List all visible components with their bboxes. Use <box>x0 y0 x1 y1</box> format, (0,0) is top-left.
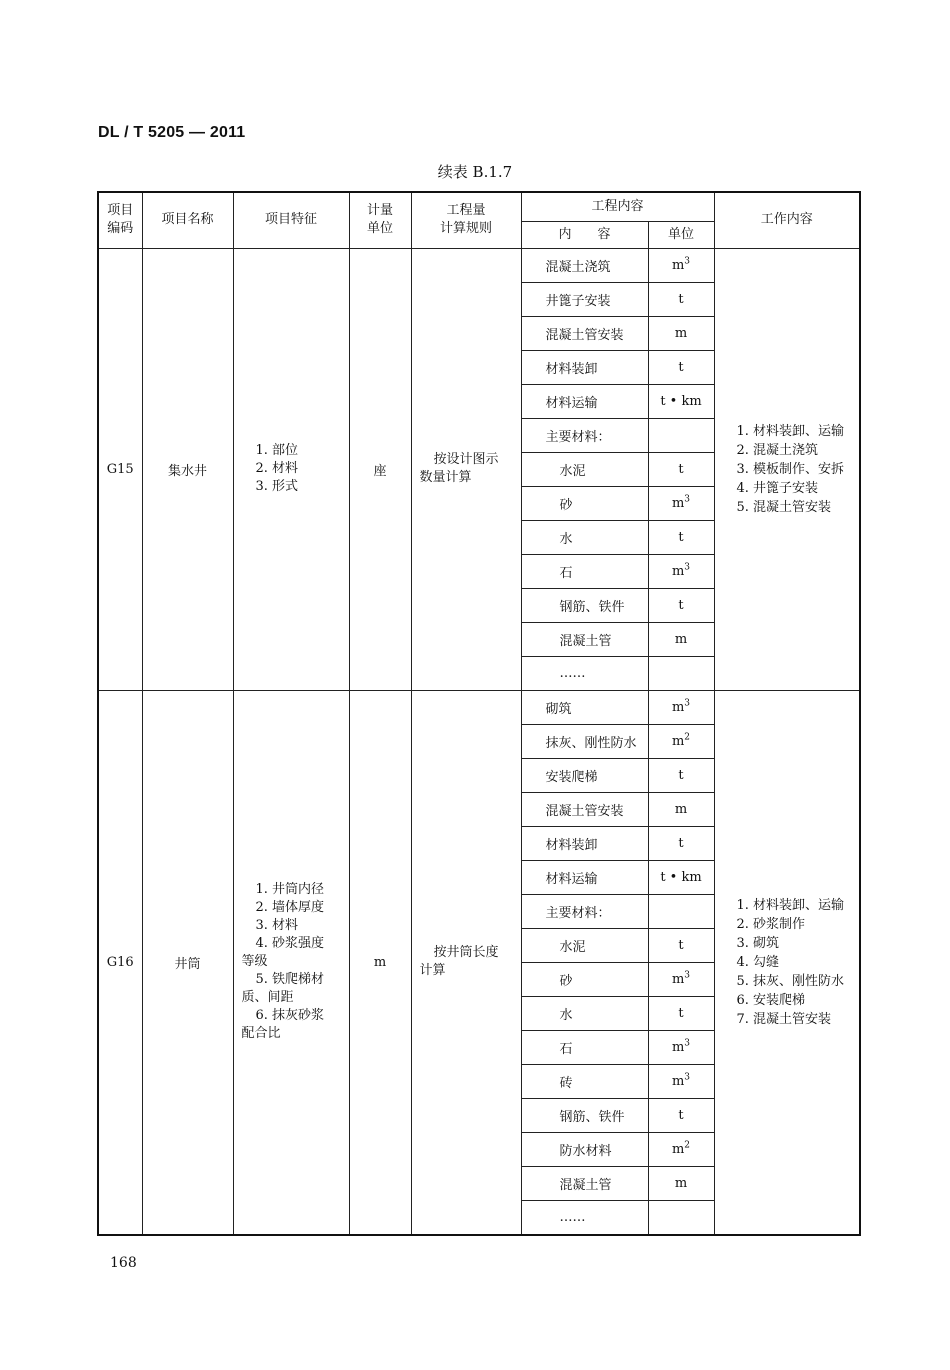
unit-exponent: 3 <box>684 1038 691 1049</box>
content-item: 水 <box>521 520 648 554</box>
content-unit <box>648 656 714 690</box>
measure-unit: 座 <box>349 248 411 690</box>
work-line: 4. 勾缝 <box>736 954 780 970</box>
unit-text: t <box>678 359 684 375</box>
rule-line: 计算 <box>419 963 446 978</box>
unit-text: m <box>674 1175 688 1191</box>
unit-text: m <box>671 971 685 987</box>
content-unit <box>648 622 714 656</box>
unit-text: m <box>671 1039 685 1055</box>
content-item: 砌筑 <box>521 690 648 724</box>
header-content-sub: 内 容 <box>521 221 648 248</box>
content-unit <box>648 724 714 758</box>
content-item: 安装爬梯 <box>521 758 648 792</box>
work-content <box>714 690 860 1235</box>
content-unit <box>648 384 714 418</box>
work-line: 5. 抹灰、刚性防水 <box>736 973 845 989</box>
feature-line: 质、间距 <box>241 990 294 1005</box>
content-item: 材料运输 <box>521 384 648 418</box>
content-item: …… <box>521 1200 648 1235</box>
content-item: 水泥 <box>521 928 648 962</box>
content-unit <box>648 894 714 928</box>
content-item: 混凝土管 <box>521 622 648 656</box>
unit-text: m <box>674 325 688 341</box>
content-unit <box>648 1200 714 1235</box>
content-unit <box>648 350 714 384</box>
header-unit: 计量 单位 <box>349 192 411 248</box>
content-item: 砂 <box>521 962 648 996</box>
unit-text: m <box>671 733 685 749</box>
unit-text: t <box>678 529 684 545</box>
feature-line: 配合比 <box>241 1026 281 1041</box>
header-feature: 项目特征 <box>233 192 349 248</box>
feature-line: 5. 铁爬梯材 <box>255 972 325 987</box>
unit-text: m <box>671 1073 685 1089</box>
calc-rule <box>411 248 521 690</box>
rule-line: 按设计图示 <box>433 452 499 467</box>
content-item: 混凝土管 <box>521 1166 648 1200</box>
work-line: 4. 井篦子安装 <box>736 480 819 496</box>
unit-text: m <box>671 1141 685 1157</box>
unit-exponent: 3 <box>684 698 691 709</box>
content-item: 钢筋、铁件 <box>521 588 648 622</box>
header-name: 项目名称 <box>142 192 233 248</box>
document-code: DL / T 5205 — 2011 <box>98 124 246 141</box>
content-item: 水泥 <box>521 452 648 486</box>
unit-text: t <box>678 597 684 613</box>
unit-text: m <box>671 563 685 579</box>
item-features <box>233 248 349 690</box>
content-item: 混凝土管安装 <box>521 316 648 350</box>
header-content-unit: 单位 <box>648 221 714 248</box>
calc-rule <box>411 690 521 1235</box>
unit-text: m <box>671 495 685 511</box>
item-code: G16 <box>98 690 142 1235</box>
content-unit <box>648 1132 714 1166</box>
content-unit <box>648 826 714 860</box>
content-unit <box>648 690 714 724</box>
rule-line: 数量计算 <box>419 470 472 485</box>
unit-exponent: 3 <box>684 494 691 505</box>
feature-line: 2. 墙体厚度 <box>255 900 325 915</box>
content-item: 主要材料： <box>521 418 648 452</box>
content-item: 砖 <box>521 1064 648 1098</box>
feature-line: 1. 井筒内径 <box>255 882 325 897</box>
content-item: 石 <box>521 1030 648 1064</box>
table-title: 续表 B.1.7 <box>437 163 513 181</box>
unit-text: t <box>678 1005 684 1021</box>
unit-text: m <box>674 801 688 817</box>
unit-text: t <box>678 291 684 307</box>
unit-text: t <box>678 767 684 783</box>
feature-line: 1. 部位 <box>255 443 299 458</box>
work-line: 3. 砌筑 <box>736 935 780 951</box>
page-number: 168 <box>110 1255 137 1271</box>
content-item: 主要材料： <box>521 894 648 928</box>
content-unit <box>648 554 714 588</box>
content-unit <box>648 1030 714 1064</box>
content-unit <box>648 282 714 316</box>
content-item: 抹灰、刚性防水 <box>521 724 648 758</box>
work-line: 6. 安装爬梯 <box>736 992 806 1008</box>
content-item: 水 <box>521 996 648 1030</box>
content-unit <box>648 1064 714 1098</box>
content-item: 砂 <box>521 486 648 520</box>
content-item: 混凝土浇筑 <box>521 248 648 282</box>
header-work: 工作内容 <box>714 192 860 248</box>
rule-line: 按井筒长度 <box>433 945 499 960</box>
unit-text: m <box>674 631 688 647</box>
content-unit <box>648 792 714 826</box>
work-line: 7. 混凝土管安装 <box>736 1011 832 1027</box>
content-item: 混凝土管安装 <box>521 792 648 826</box>
content-unit <box>648 1166 714 1200</box>
unit-text: m <box>671 257 685 273</box>
content-item: 防水材料 <box>521 1132 648 1166</box>
table-row <box>98 690 860 724</box>
feature-line: 2. 材料 <box>255 461 299 476</box>
item-features <box>233 690 349 1235</box>
unit-exponent: 3 <box>684 1072 691 1083</box>
unit-exponent: 2 <box>684 1140 691 1151</box>
unit-text: t • km <box>660 393 702 409</box>
content-unit <box>648 486 714 520</box>
item-name: 集水井 <box>142 248 233 690</box>
header-code: 项目 编码 <box>98 192 142 248</box>
unit-text: m <box>671 699 685 715</box>
header-rule: 工程量 计算规则 <box>411 192 521 248</box>
feature-line: 等级 <box>241 954 268 969</box>
content-item: 井篦子安装 <box>521 282 648 316</box>
unit-text: t <box>678 937 684 953</box>
feature-line: 4. 砂浆强度 <box>255 936 325 951</box>
content-unit <box>648 588 714 622</box>
content-item: 材料装卸 <box>521 350 648 384</box>
item-name: 井筒 <box>142 690 233 1235</box>
content-item: …… <box>521 656 648 690</box>
unit-text: t <box>678 461 684 477</box>
work-line: 2. 砂浆制作 <box>736 916 806 932</box>
content-unit <box>648 418 714 452</box>
content-unit <box>648 452 714 486</box>
feature-line: 3. 材料 <box>255 918 299 933</box>
unit-text: t <box>678 1107 684 1123</box>
quantity-table <box>97 191 861 1236</box>
table-row <box>98 248 860 282</box>
header-content-group: 工程内容 <box>521 192 714 221</box>
content-unit <box>648 928 714 962</box>
content-unit <box>648 248 714 282</box>
content-item: 钢筋、铁件 <box>521 1098 648 1132</box>
work-line: 1. 材料装卸、运输 <box>736 897 845 913</box>
content-unit <box>648 1098 714 1132</box>
work-line: 1. 材料装卸、运输 <box>736 423 845 439</box>
content-unit <box>648 860 714 894</box>
feature-line: 3. 形式 <box>255 479 299 494</box>
unit-exponent: 3 <box>684 970 691 981</box>
content-unit <box>648 962 714 996</box>
unit-exponent: 3 <box>684 256 691 267</box>
content-unit <box>648 316 714 350</box>
work-content <box>714 248 860 690</box>
content-unit <box>648 996 714 1030</box>
content-item: 石 <box>521 554 648 588</box>
unit-text: t <box>678 835 684 851</box>
unit-exponent: 3 <box>684 562 691 573</box>
item-code: G15 <box>98 248 142 690</box>
content-item: 材料运输 <box>521 860 648 894</box>
content-unit <box>648 520 714 554</box>
unit-exponent: 2 <box>684 732 691 743</box>
content-item: 材料装卸 <box>521 826 648 860</box>
content-unit <box>648 758 714 792</box>
measure-unit: m <box>349 690 411 1235</box>
work-line: 3. 模板制作、安拆 <box>736 461 845 477</box>
unit-text: t • km <box>660 869 702 885</box>
feature-line: 6. 抹灰砂浆 <box>255 1008 325 1023</box>
work-line: 5. 混凝土管安装 <box>736 499 832 515</box>
work-line: 2. 混凝土浇筑 <box>736 442 819 458</box>
